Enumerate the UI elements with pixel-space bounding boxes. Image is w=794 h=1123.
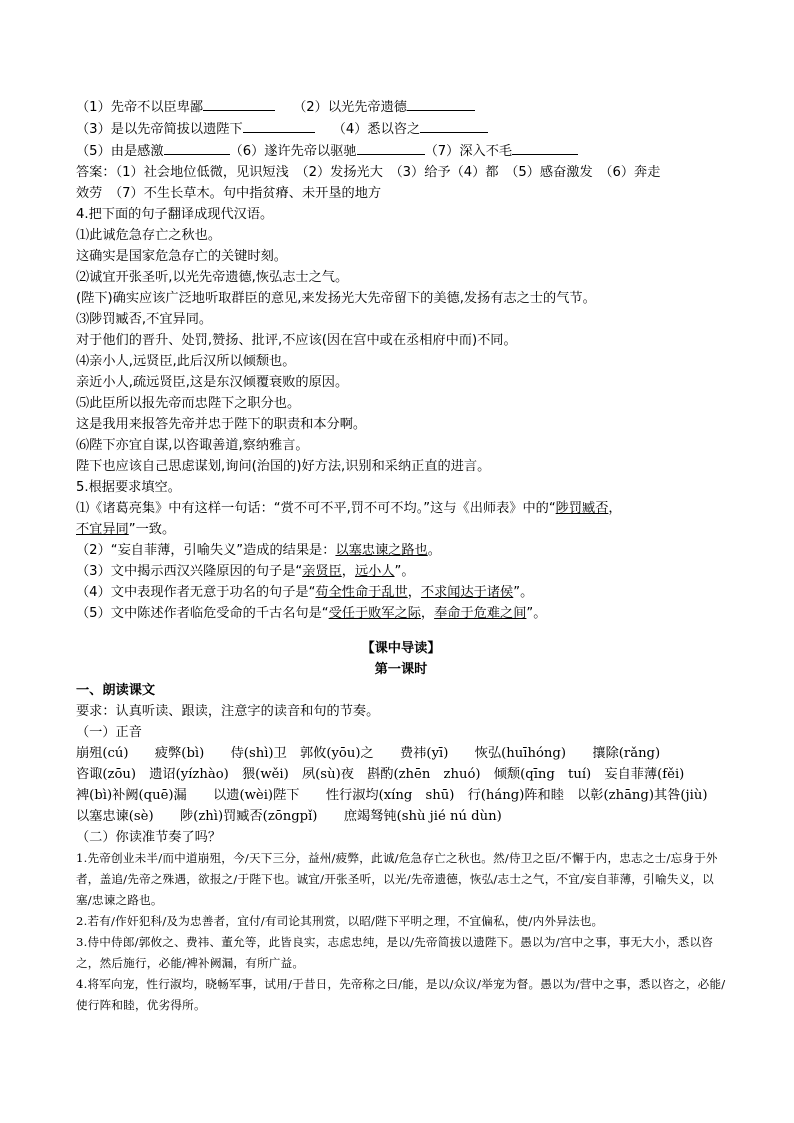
- q5-item-1-line-2: [76, 519, 726, 540]
- q5-item-3: [76, 561, 726, 582]
- q3-item-6: （6）遂许先帝以驱驰: [229, 144, 357, 159]
- q3-item-1: （1）先帝不以臣卑鄙: [76, 100, 204, 115]
- q5-item-1-tail: ”一致。: [128, 522, 176, 537]
- punct: ”。: [526, 606, 547, 621]
- rhythm-paragraph-2: 2.若有/作奸犯科/及为忠善者，宜付/有司论其刑赏，以昭/陛下平明之理，不宜偏私，使/内外异法也。: [76, 914, 604, 928]
- q4-source-3: ⑶陟罚臧否,不宜异同。: [76, 312, 213, 327]
- q3-item-2: （2）以光先帝遗德: [293, 100, 407, 115]
- q4-source-2: ⑵诚宜开张圣听,以光先帝遗德,恢弘志士之气。: [76, 270, 349, 285]
- section-subheading: 第一课时: [374, 662, 428, 677]
- pinyin-row-3: 裨(bì)补阙(quē)漏 以遗(wèi)陛下 性行淑均(xíng shū) 行(háng)阵和睦 以彰(zhāng)其咎(jiù): [76, 788, 708, 803]
- blank-line: [407, 96, 475, 111]
- pinyin-row-4: 以塞忠谏(sè) 陟(zhì)罚臧否(zōngpǐ) 庶竭驽钝(shù jié nú dùn): [76, 809, 502, 824]
- q4-source-1: ⑴此诚危急存亡之秋也。: [76, 228, 222, 243]
- answer-fill: 不求闻达于诸侯: [420, 585, 514, 600]
- q4-source-5: ⑸此臣所以报先帝而忠陛下之职分也。: [76, 396, 301, 411]
- blank-line: [164, 140, 230, 155]
- q5-item-5-text: （5）文中陈述作者临危受命的千古名句是“: [76, 606, 329, 621]
- rhythm-paragraph-4: 4.将军向宠，性行淑均，晓畅军事，试用/于昔日，先帝称之曰/能，是以/众议/举宠为督。愚以为/营中之事，悉以咨之，必能/使行阵和睦，优劣得所。: [76, 977, 726, 1012]
- rhythm-paragraph-3: 3.侍中侍郎/郭攸之、费祎、董允等，此皆良实，志虑忠纯，是以/先帝简拔以遗陛下。愚以为/宫中之事，事无大小，悉以咨之，然后施行，必能/裨补阙漏，有所广益。: [76, 935, 714, 970]
- answer-fill: 以塞忠谏之路也: [335, 543, 428, 558]
- punct: ，: [608, 501, 622, 516]
- q3-row-3: [76, 140, 726, 162]
- q5-item-4-text: （4）文中表现作者无意于功名的句子是“: [76, 585, 316, 600]
- blank-line: [420, 118, 488, 133]
- punct: 。: [427, 543, 441, 558]
- pinyin-row-2: 咨诹(zōu) 遗诏(yízhào) 猥(wěi) 夙(sù)夜 斟酌(zhēn zhuó) 倾颓(qīng tuí) 妄自菲薄(fěi): [76, 767, 685, 782]
- q3-item-7: （7）深入不毛: [424, 144, 513, 159]
- answer-fill: 陟罚臧否: [555, 501, 609, 516]
- rhythm-paragraph-1: 1.先帝创业未半/而中道崩殂，今/天下三分，益州/疲弊，此诚/危急存亡之秋也。然/侍卫之臣/不懈于内，忠志之士/忘身于外者，盖追/先帝之殊遇，欲报之/于陛下也。诚宜/开张圣听，以光/先帝遗德，恢弘/志士之气，不宜/妄自菲薄，引喻失义，以塞/忠谏之路也。: [76, 851, 718, 907]
- punct: ”。: [394, 564, 415, 579]
- q3-item-3: （3）是以先帝简拔以遗陛下: [76, 122, 243, 137]
- q5-item-1-line-1: [76, 498, 726, 519]
- rhythm-title: （二）你读准节奏了吗？: [76, 830, 222, 845]
- document-page: [76, 96, 726, 1016]
- q4-translation-6: 陛下也应该自己思虑谋划,询问(治国的)好方法,识别和采纳正直的进言。: [76, 459, 491, 474]
- q5-item-2-text: （2）“妄自菲薄，引喻失义”造成的结果是：: [76, 543, 336, 558]
- q3-item-5: （5）由是感激: [76, 144, 164, 159]
- q5-title: 5.根据要求填空。: [76, 480, 181, 495]
- q4-source-4: ⑷亲小人,远贤臣,此后汉所以倾颓也。: [76, 354, 296, 369]
- answer-fill: 不宜异同: [76, 522, 129, 537]
- q4-translation-5: 这是我用来报答先帝并忠于陛下的职责和本分啊。: [76, 417, 367, 432]
- q4-source-6: ⑹陛下亦宜自谋,以咨诹善道,察纳雅言。: [76, 438, 309, 453]
- section-heading: 【课中导读】: [361, 641, 441, 656]
- requirement-text: 要求：认真听读、跟读，注意字的读音和句的节奏。: [76, 704, 380, 719]
- q4-translation-1: 这确实是国家危急存亡的关键时刻。: [76, 249, 287, 264]
- answer-fill: 苟全性命于乱世: [315, 585, 408, 600]
- answer-fill: 奉命于危难之间: [434, 606, 527, 621]
- punct: ”。: [513, 585, 534, 600]
- pinyin-row-1: 崩殂(cú) 疲弊(bì) 侍(shì)卫 郭攸(yōu)之 费祎(yī) 恢弘(huīhóng) 攘除(rǎng): [76, 746, 661, 761]
- q4-translation-4: 亲近小人,疏远贤臣,这是东汉倾覆衰败的原因。: [76, 375, 349, 390]
- punct: ，: [341, 564, 355, 579]
- q5-item-5: [76, 603, 726, 624]
- q3-answer-line-2: 效劳 （7）不生长草木。句中指贫瘠、未开垦的地方: [76, 186, 382, 201]
- part-1-title: 一、朗读课文: [76, 683, 156, 698]
- answer-fill: 受任于败军之际: [328, 606, 421, 621]
- answer-fill: 远小人: [354, 564, 395, 579]
- q5-item-1-text: ⑴《诸葛亮集》中有这样一句话：“赏不可不平,罚不可不均。”这与《出师表》中的“: [76, 501, 556, 516]
- blank-line: [203, 96, 275, 111]
- blank-line: [357, 140, 425, 155]
- q3-answer-line-1: 答案：（1）社会地位低微，见识短浅 （2）发扬光大 （3）给予（4）都 （5）感奋激发 （6）奔走: [76, 165, 661, 180]
- blank-line: [512, 140, 578, 155]
- q3-row-2: [76, 118, 726, 140]
- pronunciation-title: （一）正音: [76, 725, 142, 740]
- q4-title: 4.把下面的句子翻译成现代汉语。: [76, 207, 274, 222]
- q5-item-3-text: （3）文中揭示西汉兴隆原因的句子是“: [76, 564, 303, 579]
- q3-item-4: （4）悉以咨之: [332, 122, 421, 137]
- blank-line: [243, 118, 315, 133]
- answer-fill: 亲贤臣: [302, 564, 342, 579]
- q3-row-1: [76, 96, 726, 118]
- q5-item-2: [76, 540, 726, 561]
- q5-item-4: [76, 582, 726, 603]
- punct: ，: [420, 606, 435, 621]
- q4-translation-2: (陛下)确实应该广泛地听取群臣的意见,来发扬光大先帝留下的美德,发扬有志之士的气节。: [76, 291, 596, 306]
- punct: ，: [407, 585, 421, 600]
- q4-translation-3: 对于他们的晋升、处罚,赞扬、批评,不应该(因在宫中或在丞相府中而)不同。: [76, 333, 517, 348]
